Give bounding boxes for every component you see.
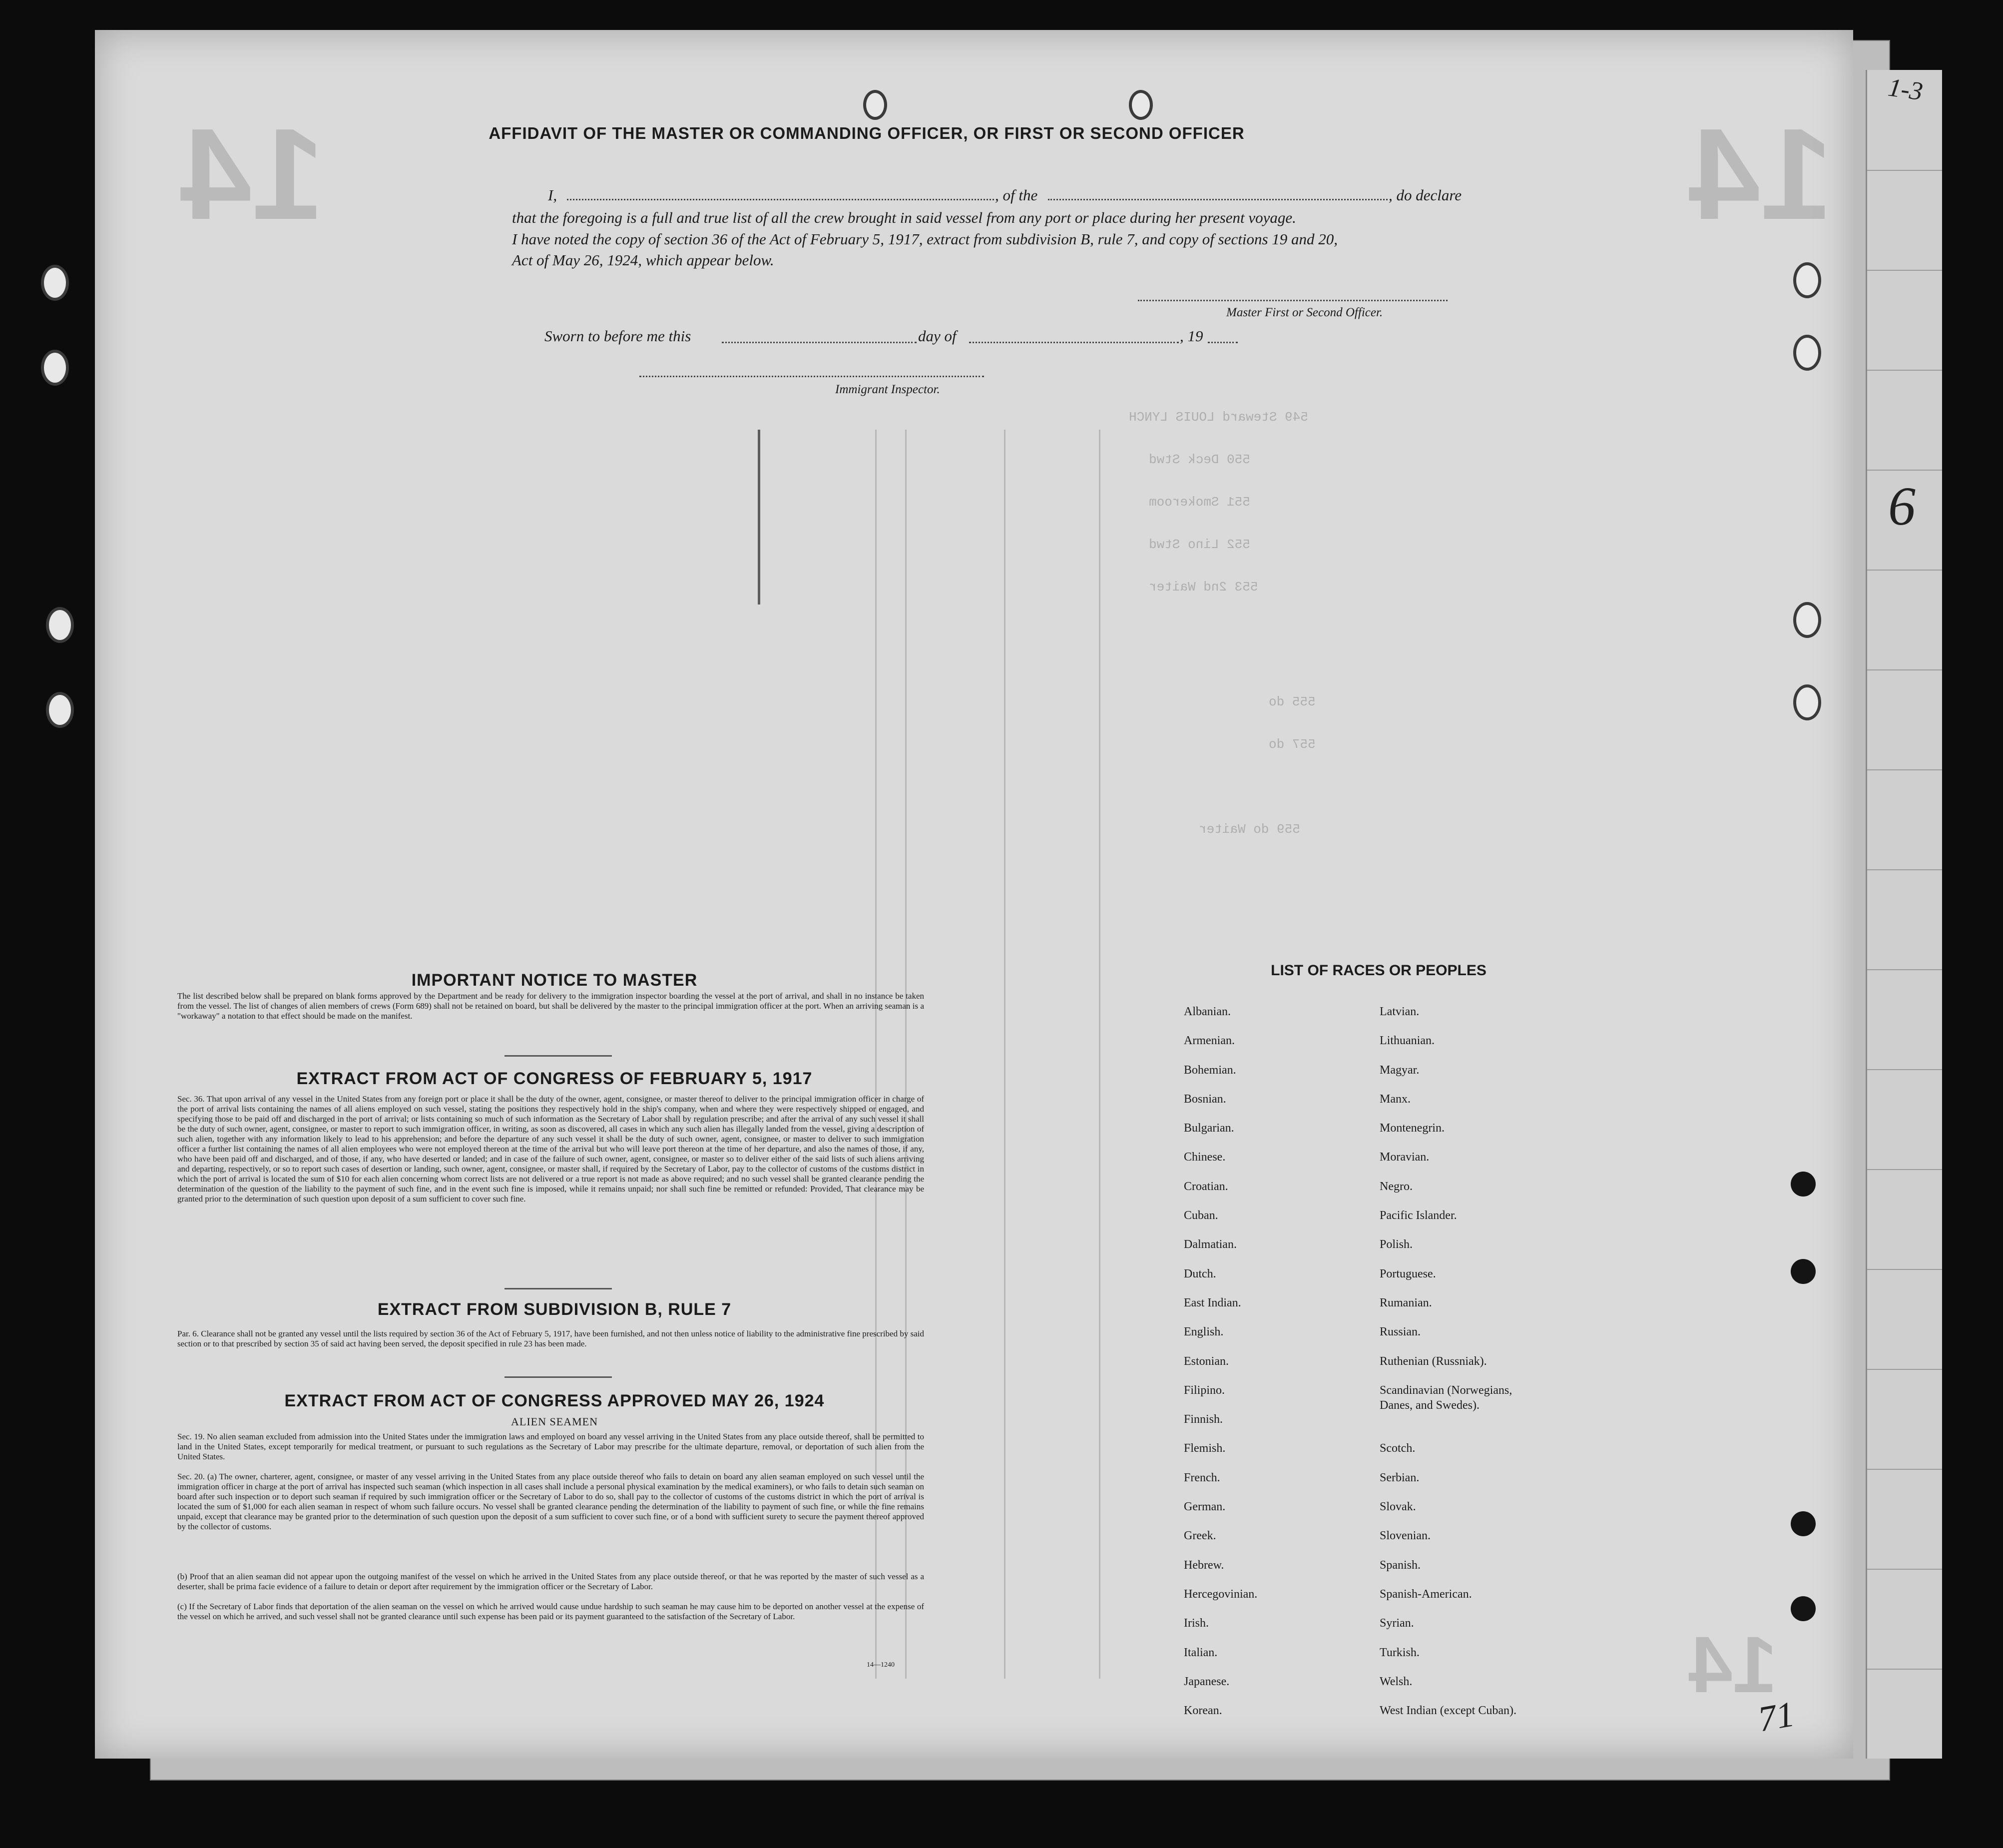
race-item: Japanese. — [1184, 1675, 1230, 1688]
affidavit-line-3: I have noted the copy of section 36 of the Act of February 5, 1917, extract from subdivision B, rule 7, and copy of sections 19 and 20, — [512, 230, 1338, 248]
handwritten-page-number: 71 — [1755, 1694, 1798, 1740]
binder-hole — [1793, 262, 1821, 298]
race-item: Rumanian. — [1380, 1296, 1432, 1309]
race-item: Portuguese. — [1380, 1267, 1436, 1280]
bleed-through-text: 550 Deck Stwd — [1149, 452, 1250, 467]
bleed-through-text: 553 2nd Waiter — [1149, 580, 1258, 595]
races-left-column — [1184, 1005, 1334, 1733]
bleed-through-text: 559 do Waiter — [1199, 822, 1300, 837]
race-item: Bulgarian. — [1184, 1122, 1234, 1135]
race-item: Hercegovinian. — [1184, 1587, 1258, 1601]
race-item: Welsh. — [1380, 1675, 1413, 1688]
race-item: Hebrew. — [1184, 1558, 1224, 1572]
punch-hole — [863, 90, 887, 120]
race-item: Montenegrin. — [1380, 1122, 1445, 1135]
race-item: Danes, and Swedes). — [1380, 1398, 1480, 1412]
race-item: Russian. — [1380, 1325, 1421, 1339]
bleed-through-text: 555 do — [1269, 694, 1316, 709]
race-item: Latvian. — [1380, 1005, 1420, 1018]
section-divider — [504, 1055, 612, 1057]
binder-dot — [1791, 1259, 1816, 1284]
punch-hole — [1129, 90, 1153, 120]
race-item: French. — [1184, 1471, 1220, 1484]
column-line — [1004, 430, 1005, 1679]
form-number: 14—1240 — [867, 1661, 895, 1669]
right-edge-strip — [1866, 70, 1942, 1759]
year-prefix: , 19 — [1180, 327, 1203, 345]
inspector-signature-field[interactable] — [639, 376, 984, 377]
affidavit-i: I, — [548, 186, 557, 204]
bleed-through-text: 552 Lino Stwd — [1149, 537, 1250, 552]
race-item: Moravian. — [1380, 1151, 1430, 1164]
race-item: Pacific Islander. — [1380, 1209, 1457, 1223]
race-item: Albanian. — [1184, 1005, 1231, 1018]
race-item: Slovak. — [1380, 1500, 1416, 1514]
binder-hole — [41, 350, 69, 386]
affidavit-of-the: , of the — [995, 186, 1038, 204]
race-item: Spanish. — [1380, 1558, 1421, 1572]
handwritten-top-right: 1-3 — [1886, 73, 1925, 106]
race-item: Scandinavian (Norwegians, — [1380, 1383, 1512, 1397]
bleed-through-text: 549 Steward LOUIS LYNCH — [1129, 410, 1308, 425]
race-item: West Indian (except Cuban). — [1380, 1704, 1516, 1718]
bleed-through-text: 557 do — [1269, 737, 1316, 752]
bleed-through-mark: 14 — [1688, 102, 1833, 247]
sworn-month-field[interactable] — [969, 342, 1179, 343]
extract-rule7-title: EXTRACT FROM SUBDIVISION B, RULE 7 — [377, 1300, 732, 1319]
race-item: Ruthenian (Russniak). — [1380, 1354, 1487, 1368]
race-item: Estonian. — [1184, 1354, 1229, 1368]
vessel-name-field[interactable] — [1048, 199, 1388, 200]
binder-dot — [1791, 1596, 1816, 1621]
race-item: Dutch. — [1184, 1267, 1216, 1280]
races-right-column — [1380, 1005, 1609, 1733]
race-item: Bohemian. — [1184, 1063, 1236, 1077]
sworn-day-field[interactable] — [722, 342, 917, 343]
extract-rule7-body: Par. 6. Clearance shall not be granted any vessel until the lists required by section 36 of the Act of February 5, 1917, have been furnished, and not then unless notice of liability to the administrative fine prescribed by said section or to that prescribed by section 35 of said act having been served, the deposit specified in rule 23 has been made. — [177, 1329, 924, 1348]
extract-1924-sec20c: (c) If the Secretary of Labor finds that deportation of the alien seaman on the vessel on which he arrived would cause undue hardship to such seaman he may cause him to be deported on another vessel at the expense of the vessel on which he arrived, and such vessel shall not be granted clearance until such expense has been paid or its payment guaranteed to the satisfaction of the Secretary of Labor. — [177, 1602, 924, 1621]
race-item: Spanish-American. — [1380, 1587, 1472, 1601]
ink-mark — [758, 430, 760, 605]
notice-body: The list described below shall be prepared on blank forms approved by the Department and be ready for delivery to the immigration inspector boarding the vessel at the port of arrival, and shall in no instance be taken from the vessel. The list of changes of alien members of crews (Form 689) shall not be retained on board, but shall be delivered by the master to the principal immigration officer at the port. When an arriving seaman is a "workaway" a notation to that effect should be made on the manifest. — [177, 991, 924, 1021]
master-signature-field[interactable] — [1138, 300, 1448, 301]
race-item: Dalmatian. — [1184, 1238, 1237, 1251]
extract-1924-sec20a: Sec. 20. (a) The owner, charterer, agent, consignee, or master of any vessel arriving in the United States from any place outside thereof who fails to detain on board any alien seaman employed on such vessel until the immigration officer in charge at the port of arrival has inspected such seaman (which inspection in all cases shall include a personal physical examination by the medical examiners), or who fails to detain such seaman on board after such inspection or to deport such seaman if required by such immigration officer or the Secretary of Labor to do so, shall pay to the collector of customs of the customs district in which the port of arrival is located the sum of $1,000 for each alien seaman in respect of whom such failure occurs. No vessel shall be granted clearance pending the determination of the liability to payment of such fine, or while the fine remains unpaid, except that clearance may be granted prior to the determination of such question upon the deposit of a sum sufficient to cover such fine, or of a bond with sufficient surety to secure the payment thereof approved by the collector of customs. — [177, 1472, 924, 1531]
race-item: English. — [1184, 1325, 1224, 1339]
race-item: East Indian. — [1184, 1296, 1241, 1309]
affidavit-declare: , do declare — [1389, 186, 1462, 204]
race-item: Polish. — [1380, 1238, 1413, 1251]
day-of-label: day of — [918, 327, 957, 345]
extract-1917-body: Sec. 36. That upon arrival of any vessel in the United States from any foreign port or place it shall be the duty of the owner, agent, consignee, or master thereof to deliver to the principal immigration officer in charge of the port of arrival lists containing the names of all aliens employed on such vessel, stating the positions they respectively hold in the ship's company, when and where they were respectively shipped or engaged, and specifying those to be paid off and discharged in the port of arrival; or lists containing so much of such information as the Secretary of Labor shall by regulation prescribe; and after the arrival of any such vessel it shall be the duty of such owner, agent, consignee, or master to report to such immigration officer, in writing, as soon as discovered, all cases in which any such alien has illegally landed from the vessel, giving a description of such alien, together with any information likely to lead to his apprehension; and before the departure of any such vessel it shall be the duty of such owner, agent, consignee, or master to deliver to such immigration officer a further list containing the names of all alien employees who were not employed thereon at the time of the arrival but who will leave port thereon at the time of her departure, and also the names of those, if any, who have been paid off and discharged, and of those, if any, who have deserted or landed; and in case of the failure of such owner, agent, consignee, or master so to deliver either of the said lists of such aliens arriving and departing, respectively, or so to report such cases of desertion or landing, such owner, agent, consignee, or master shall, if required by the Secretary of Labor, pay to the collector of customs of the customs district in which the port of arrival is located the sum of $10 for each alien concerning whom correct lists are not delivered or a true report is not made as above required; and no such vessel shall be granted clearance pending the determination of the question of the liability to the payment of such fine, and in the event such fine is imposed, while it remains unpaid; nor shall such fine be remitted or refunded: Provided, That clearance may be granted prior to the determination of such question upon deposit of a sum sufficient to cover such fine. — [177, 1094, 924, 1204]
section-divider — [504, 1376, 612, 1378]
extract-1924-sec19: Sec. 19. No alien seaman excluded from admission into the United States under the immigration laws and employed on board any vessel arriving in the United States from any place outside thereof, shall be permitted to land in the United States, except temporarily for medical treatment, or pursuant to such regulations as the Secretary of Labor may prescribe for the ultimate departure, removal, or deportation of such alien from the United States. — [177, 1432, 924, 1461]
binder-hole — [46, 692, 74, 728]
binder-hole — [41, 265, 69, 301]
bleed-through-text: 551 Smokeroom — [1149, 495, 1250, 510]
binder-hole — [46, 607, 74, 643]
binder-hole — [1793, 335, 1821, 371]
race-item: Lithuanian. — [1380, 1034, 1435, 1048]
race-item: Turkish. — [1380, 1646, 1420, 1659]
race-item: Manx. — [1380, 1092, 1411, 1106]
race-item: Italian. — [1184, 1646, 1218, 1659]
race-item: Greek. — [1184, 1529, 1216, 1543]
race-item: Chinese. — [1184, 1151, 1226, 1164]
race-item: Armenian. — [1184, 1034, 1235, 1048]
bleed-through-mark: 14 — [1688, 1620, 1777, 1709]
handwritten-margin-mark: 6 — [1888, 476, 1916, 537]
race-item: Croatian. — [1184, 1180, 1228, 1193]
race-item: Serbian. — [1380, 1471, 1420, 1484]
sworn-label: Sworn to before me this — [544, 327, 691, 345]
sworn-year-field[interactable] — [1208, 342, 1238, 343]
binder-hole — [1793, 684, 1821, 720]
race-item: Finnish. — [1184, 1413, 1223, 1426]
column-line — [1099, 430, 1100, 1679]
race-item: Magyar. — [1380, 1063, 1420, 1077]
affidavit-title: AFFIDAVIT OF THE MASTER OR COMMANDING OFFICER, OR FIRST OR SECOND OFFICER — [489, 124, 1245, 142]
race-item: Irish. — [1184, 1617, 1209, 1630]
binder-hole — [1793, 602, 1821, 638]
race-item: Scotch. — [1380, 1442, 1416, 1455]
affidavit-line-4: Act of May 26, 1924, which appear below. — [512, 251, 774, 269]
binder-dot — [1791, 1511, 1816, 1536]
notice-title: IMPORTANT NOTICE TO MASTER — [411, 971, 698, 990]
extract-1917-title: EXTRACT FROM ACT OF CONGRESS OF FEBRUARY 5, 1917 — [296, 1069, 813, 1088]
binder-dot — [1791, 1172, 1816, 1197]
extract-1924-title: EXTRACT FROM ACT OF CONGRESS APPROVED MAY 26, 1924 — [284, 1391, 825, 1410]
race-item: Syrian. — [1380, 1617, 1414, 1630]
race-item: Korean. — [1184, 1704, 1222, 1718]
extract-1924-sec20b: (b) Proof that an alien seaman did not appear upon the outgoing manifest of the vessel on which he arrived in the United States from any place outside thereof, or that he was reported by the master of such vessel as a deserter, shall be prima facie evidence of a failure to detain or deport after requirement by the immigration officer or the Secretary of Labor. — [177, 1572, 924, 1591]
race-item: Negro. — [1380, 1180, 1413, 1193]
inspector-label: Immigrant Inspector. — [835, 383, 940, 396]
race-item: Flemish. — [1184, 1442, 1226, 1455]
affidavit-line-2: that the foregoing is a full and true list of all the crew brought in said vessel from any port or place during her present voyage. — [512, 209, 1296, 226]
master-name-field[interactable] — [567, 199, 994, 200]
races-title: LIST OF RACES OR PEOPLES — [1271, 962, 1487, 979]
race-item: Bosnian. — [1184, 1092, 1226, 1106]
master-signature-label: Master First or Second Officer. — [1226, 306, 1383, 319]
extract-1924-subtitle: ALIEN SEAMEN — [511, 1415, 598, 1428]
race-item: Slovenian. — [1380, 1529, 1431, 1543]
race-item: German. — [1184, 1500, 1226, 1514]
race-item: Filipino. — [1184, 1383, 1225, 1397]
bleed-through-mark: 14 — [180, 102, 325, 247]
section-divider — [504, 1288, 612, 1289]
race-item: Cuban. — [1184, 1209, 1218, 1223]
